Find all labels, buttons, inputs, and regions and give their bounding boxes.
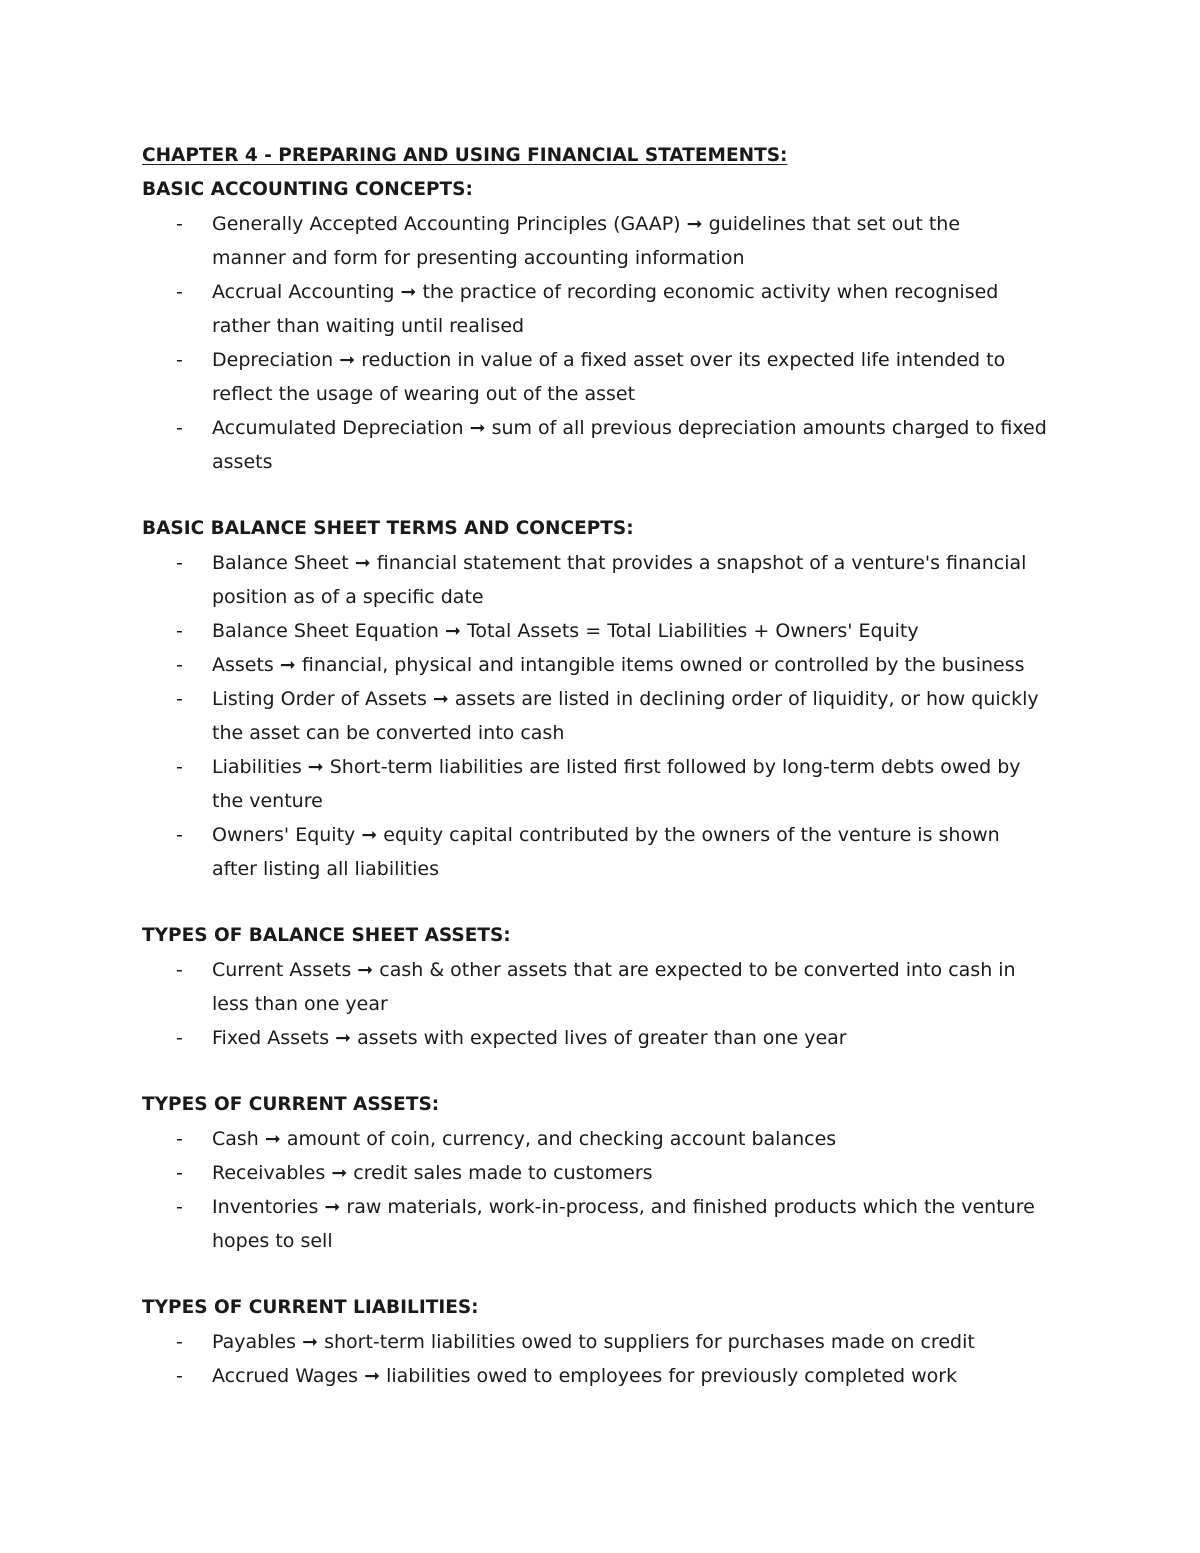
item-term: Generally Accepted Accounting Principles (GAAP) — [212, 213, 681, 235]
arrow-right-icon: ➞ — [302, 1331, 319, 1353]
section-heading: TYPES OF CURRENT ASSETS: — [142, 1094, 440, 1115]
arrow-right-icon: ➞ — [335, 1027, 352, 1049]
list-item — [142, 750, 1072, 818]
item-line — [212, 750, 1072, 784]
item-term: Balance Sheet — [212, 552, 349, 574]
item-continuation: manner and form for presenting accounting information — [212, 247, 745, 269]
list-item — [142, 1021, 1072, 1055]
list-item — [142, 1122, 1072, 1156]
item-definition: credit sales made to customers — [353, 1162, 653, 1184]
item-definition: equity capital contributed by the owners of the venture is shown — [383, 824, 1000, 846]
item-term: Balance Sheet Equation — [212, 620, 439, 642]
item-term: Payables — [212, 1331, 297, 1353]
item-definition: sum of all previous depreciation amounts charged to fixed — [491, 417, 1047, 439]
section-heading: BASIC ACCOUNTING CONCEPTS: — [142, 179, 473, 200]
item-definition: financial statement that provides a snapshot of a venture's financial — [376, 552, 1027, 574]
list-item — [142, 1325, 1072, 1359]
list-item — [142, 682, 1072, 750]
bullet-dash: - — [176, 1162, 183, 1184]
arrow-right-icon: ➞ — [307, 756, 324, 778]
arrow-right-icon: ➞ — [357, 959, 374, 981]
bullet-dash: - — [176, 349, 183, 371]
item-line — [212, 1021, 1072, 1055]
bullet-dash: - — [176, 417, 183, 439]
document-page — [142, 139, 1072, 1426]
arrow-right-icon: ➞ — [444, 620, 461, 642]
item-definition: reduction in value of a fixed asset over its expected life intended to — [361, 349, 1006, 371]
item-continuation: assets — [212, 451, 273, 473]
item-line — [212, 648, 1072, 682]
bullet-dash: - — [176, 1196, 183, 1218]
list-item — [142, 546, 1072, 614]
list-item — [142, 1156, 1072, 1190]
item-continuation: hopes to sell — [212, 1230, 333, 1252]
item-definition: liabilities owed to employees for previously completed work — [386, 1365, 958, 1387]
item-continuation: the asset can be converted into cash — [212, 722, 565, 744]
item-term: Assets — [212, 654, 274, 676]
list-item — [142, 1359, 1072, 1393]
bullet-dash: - — [176, 756, 183, 778]
item-definition: guidelines that set out the — [708, 213, 961, 235]
arrow-right-icon: ➞ — [686, 213, 703, 235]
item-term: Receivables — [212, 1162, 326, 1184]
item-line — [212, 546, 1072, 580]
section — [142, 512, 1072, 886]
item-definition: Total Assets = Total Liabilities + Owners' Equity — [466, 620, 919, 642]
bullet-dash: - — [176, 281, 183, 303]
item-definition: the practice of recording economic activity when recognised — [422, 281, 999, 303]
arrow-right-icon: ➞ — [279, 654, 296, 676]
item-definition: financial, physical and intangible items owned or controlled by the business — [301, 654, 1025, 676]
item-term: Cash — [212, 1128, 259, 1150]
arrow-right-icon: ➞ — [339, 349, 356, 371]
list-item — [142, 648, 1072, 682]
item-line — [212, 1156, 1072, 1190]
chapter-title: CHAPTER 4 - PREPARING AND USING FINANCIAL STATEMENTS: — [142, 145, 788, 166]
item-term: Listing Order of Assets — [212, 688, 427, 710]
definition-list — [142, 953, 1072, 1055]
item-line — [212, 207, 1072, 241]
bullet-dash: - — [176, 552, 183, 574]
item-continuation: reflect the usage of wearing out of the asset — [212, 383, 636, 405]
list-item — [142, 953, 1072, 1021]
bullet-dash: - — [176, 620, 183, 642]
bullet-dash: - — [176, 654, 183, 676]
item-term: Accrued Wages — [212, 1365, 359, 1387]
item-continuation: after listing all liabilities — [212, 858, 439, 880]
bullet-dash: - — [176, 824, 183, 846]
bullet-dash: - — [176, 1128, 183, 1150]
arrow-right-icon: ➞ — [361, 824, 378, 846]
item-continuation: the venture — [212, 790, 323, 812]
item-line — [212, 1325, 1072, 1359]
item-definition: cash & other assets that are expected to be converted into cash in — [379, 959, 1016, 981]
section-heading: TYPES OF CURRENT LIABILITIES: — [142, 1297, 479, 1318]
item-term: Liabilities — [212, 756, 302, 778]
arrow-right-icon: ➞ — [354, 552, 371, 574]
section-heading: BASIC BALANCE SHEET TERMS AND CONCEPTS: — [142, 518, 634, 539]
bullet-dash: - — [176, 959, 183, 981]
item-definition: assets are listed in declining order of liquidity, or how quickly — [454, 688, 1039, 710]
arrow-right-icon: ➞ — [469, 417, 486, 439]
item-definition: assets with expected lives of greater than one year — [357, 1027, 847, 1049]
item-term: Accrual Accounting — [212, 281, 395, 303]
item-continuation: less than one year — [212, 993, 388, 1015]
item-continuation: position as of a specific date — [212, 586, 484, 608]
list-item — [142, 207, 1072, 275]
item-term: Fixed Assets — [212, 1027, 330, 1049]
bullet-dash: - — [176, 688, 183, 710]
item-term: Owners' Equity — [212, 824, 356, 846]
item-line — [212, 343, 1072, 377]
item-line — [212, 411, 1072, 445]
item-definition: raw materials, work-in-process, and finished products which the venture — [346, 1196, 1035, 1218]
section — [142, 173, 1072, 479]
item-line — [212, 1122, 1072, 1156]
definition-list — [142, 1122, 1072, 1258]
section — [142, 1088, 1072, 1258]
list-item — [142, 1190, 1072, 1258]
item-term: Accumulated Depreciation — [212, 417, 464, 439]
bullet-dash: - — [176, 1365, 183, 1387]
definition-list — [142, 207, 1072, 479]
item-continuation: rather than waiting until realised — [212, 315, 525, 337]
arrow-right-icon: ➞ — [264, 1128, 281, 1150]
item-line — [212, 953, 1072, 987]
list-item — [142, 614, 1072, 648]
item-line — [212, 818, 1072, 852]
sections-container — [142, 173, 1072, 1393]
definition-list — [142, 1325, 1072, 1393]
arrow-right-icon: ➞ — [364, 1365, 381, 1387]
arrow-right-icon: ➞ — [324, 1196, 341, 1218]
item-definition: Short-term liabilities are listed first followed by long-term debts owed by — [329, 756, 1021, 778]
item-definition: short-term liabilities owed to suppliers for purchases made on credit — [324, 1331, 975, 1353]
section — [142, 1291, 1072, 1393]
list-item — [142, 275, 1072, 343]
list-item — [142, 818, 1072, 886]
item-line — [212, 275, 1072, 309]
item-line — [212, 1359, 1072, 1393]
item-term: Inventories — [212, 1196, 319, 1218]
list-item — [142, 343, 1072, 411]
arrow-right-icon: ➞ — [432, 688, 449, 710]
item-line — [212, 1190, 1072, 1224]
item-term: Current Assets — [212, 959, 352, 981]
item-term: Depreciation — [212, 349, 334, 371]
section — [142, 919, 1072, 1055]
bullet-dash: - — [176, 1331, 183, 1353]
item-line — [212, 682, 1072, 716]
arrow-right-icon: ➞ — [400, 281, 417, 303]
section-heading: TYPES OF BALANCE SHEET ASSETS: — [142, 925, 511, 946]
definition-list — [142, 546, 1072, 886]
item-definition: amount of coin, currency, and checking account balances — [286, 1128, 837, 1150]
bullet-dash: - — [176, 1027, 183, 1049]
bullet-dash: - — [176, 213, 183, 235]
list-item — [142, 411, 1072, 479]
arrow-right-icon: ➞ — [331, 1162, 348, 1184]
item-line — [212, 614, 1072, 648]
